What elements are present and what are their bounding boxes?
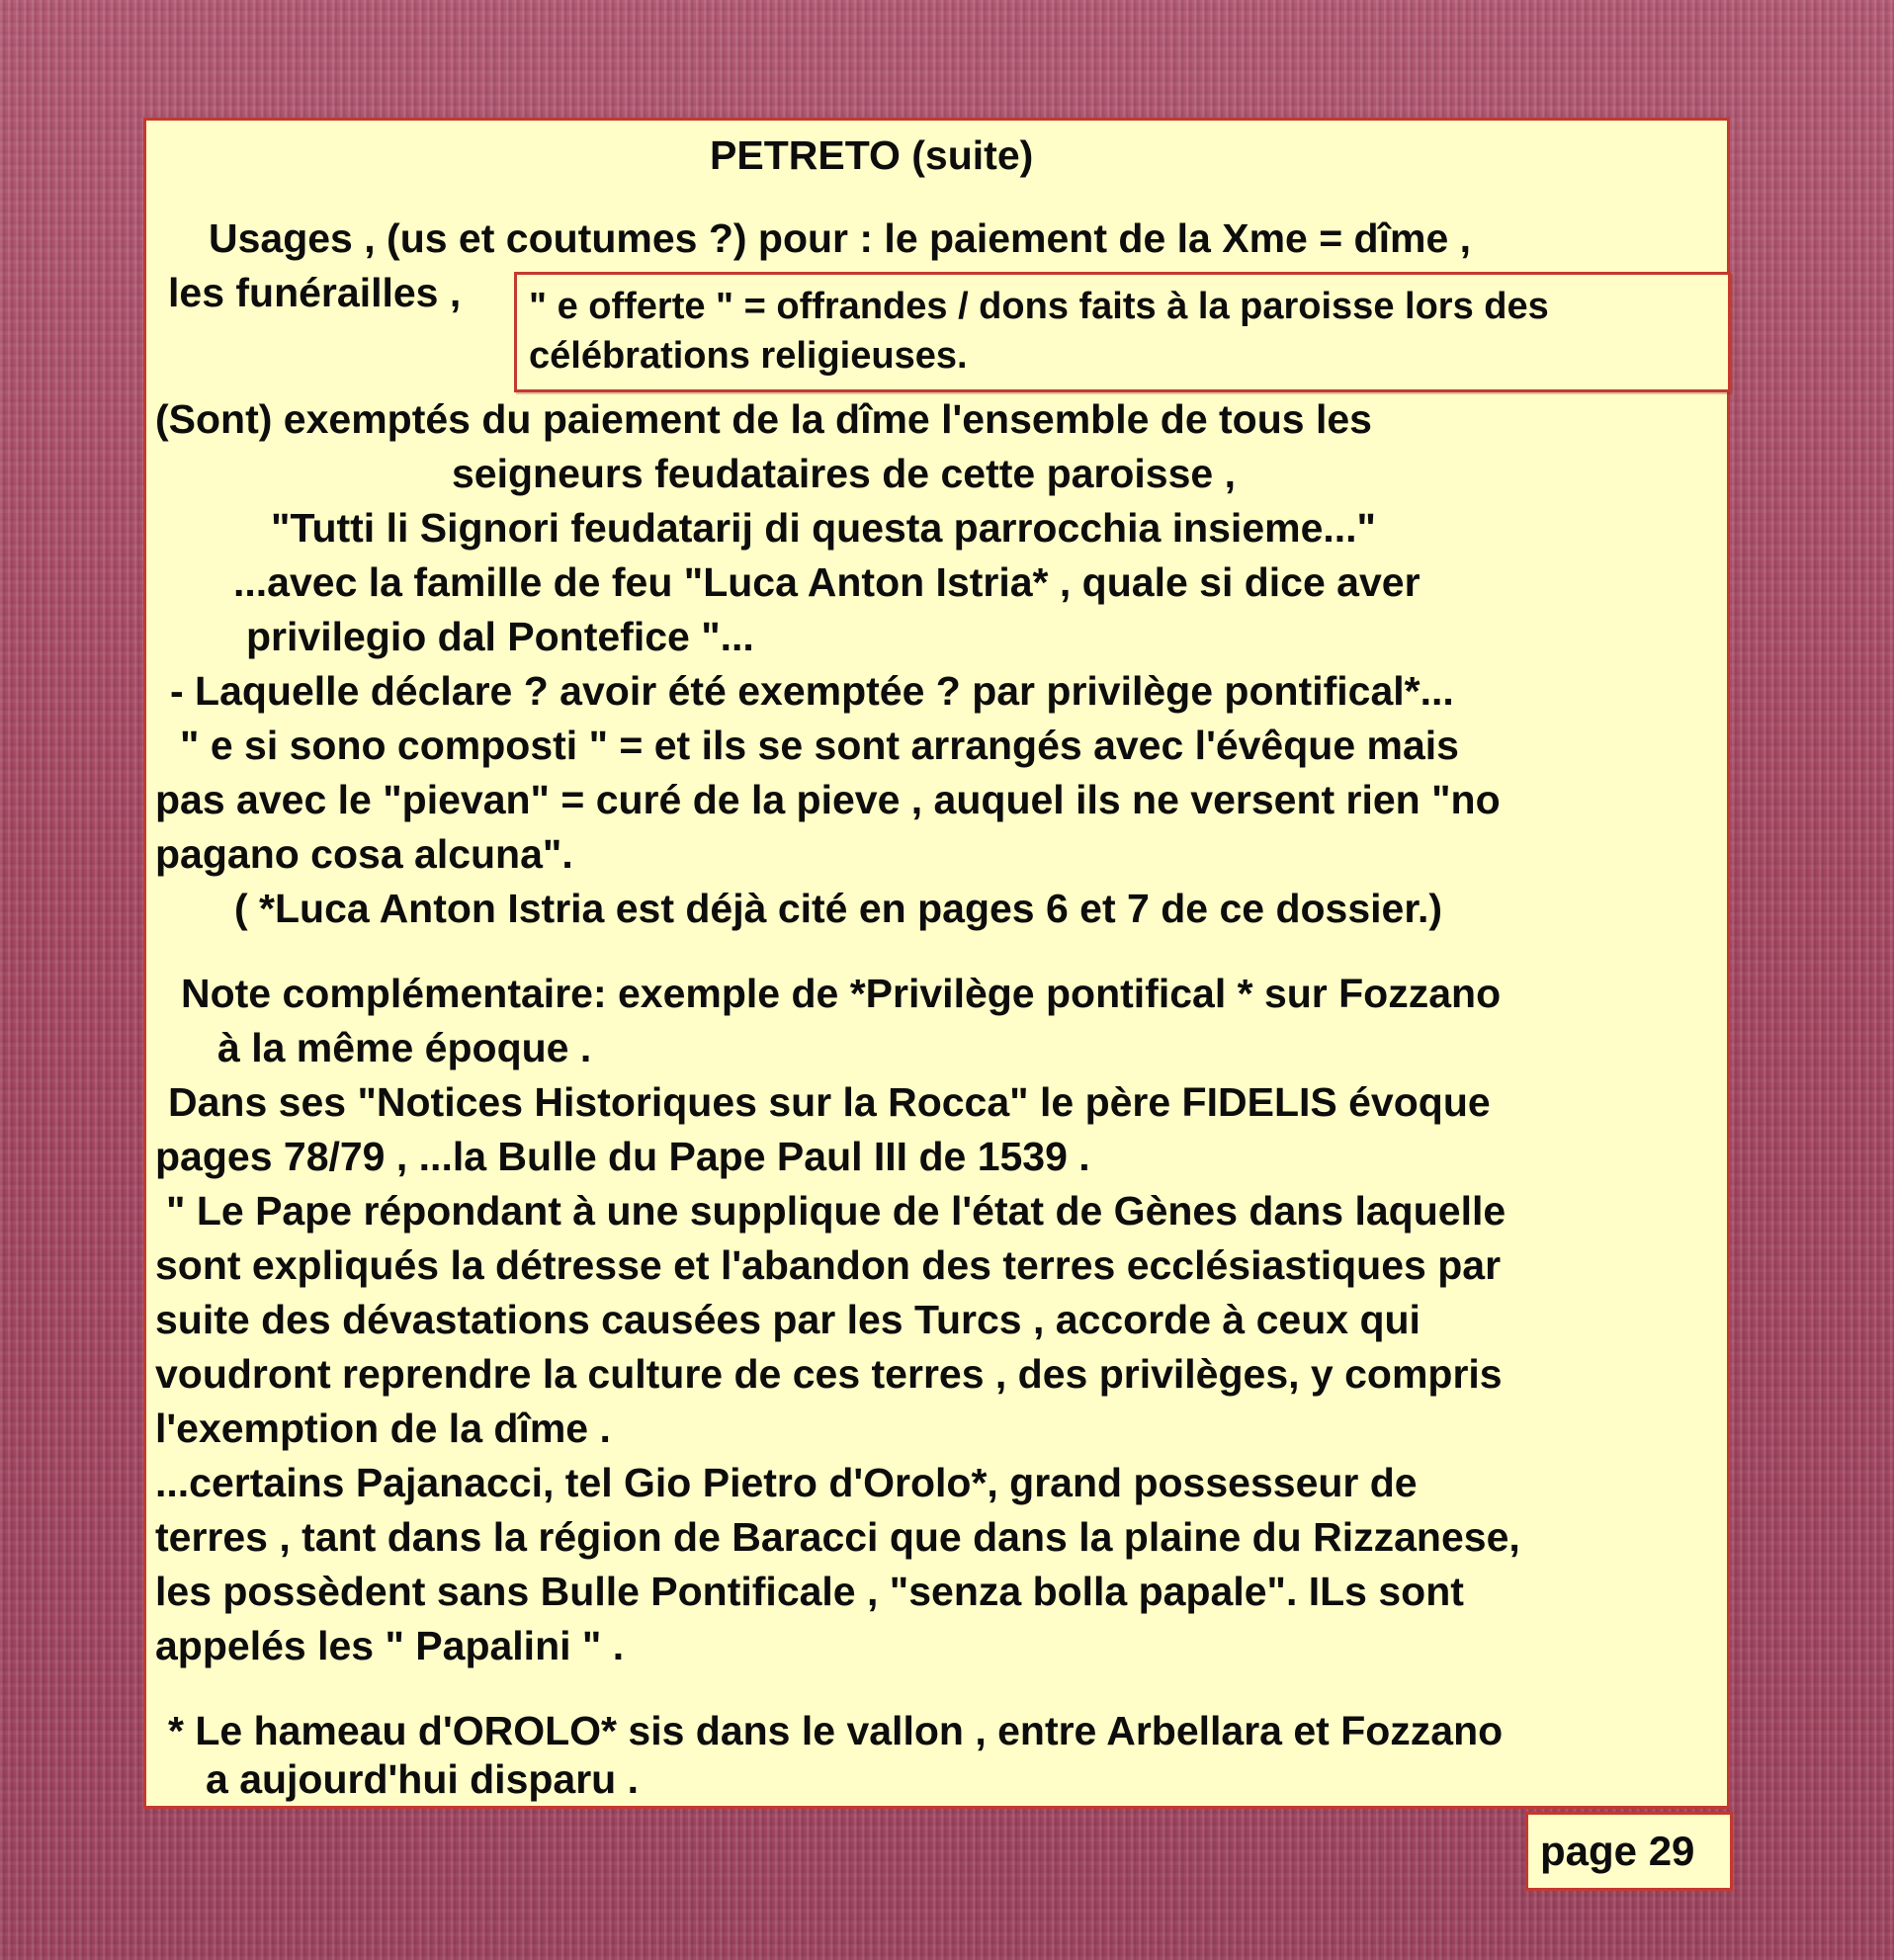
text-line: l'exemption de la dîme . bbox=[155, 1406, 611, 1451]
text-line: Note complémentaire: exemple de *Privilège pontifical * sur Fozzano bbox=[181, 971, 1502, 1016]
callout-box bbox=[514, 272, 1731, 392]
text-line: "Tutti li Signori feudatarij di questa parrocchia insieme..." bbox=[271, 505, 1376, 551]
text-line: " Le Pape répondant à une supplique de l'état de Gènes dans laquelle bbox=[166, 1188, 1507, 1234]
text-line: Dans ses "Notices Historiques sur la Rocca" le père FIDELIS évoque bbox=[168, 1079, 1491, 1125]
text-line: seigneurs feudataires de cette paroisse , bbox=[452, 451, 1236, 496]
text-line: privilegio dal Pontefice "... bbox=[246, 614, 754, 659]
text-line: voudront reprendre la culture de ces terres , des privilèges, y compris bbox=[155, 1351, 1503, 1397]
text-line: pagano cosa alcuna". bbox=[155, 831, 573, 877]
text-line: ...certains Pajanacci, tel Gio Pietro d'Orolo*, grand possesseur de bbox=[155, 1460, 1418, 1505]
text-line: appelés les " Papalini " . bbox=[155, 1623, 625, 1668]
text-line: (Sont) exemptés du paiement de la dîme l'ensemble de tous les bbox=[155, 396, 1372, 442]
text-line: pages 78/79 , ...la Bulle du Pape Paul III de 1539 . bbox=[155, 1134, 1090, 1179]
page-number: page 29 bbox=[1540, 1828, 1695, 1874]
text-line: ...avec la famille de feu "Luca Anton Istria* , quale si dice aver bbox=[233, 559, 1420, 605]
callout-line: célébrations religieuses. bbox=[529, 335, 968, 377]
text-line: - Laquelle déclare ? avoir été exemptée ? par privilège pontifical*... bbox=[170, 668, 1454, 714]
page-number-box bbox=[1525, 1812, 1733, 1891]
text-line: à la même époque . bbox=[217, 1025, 592, 1070]
text-line: les funérailles , bbox=[168, 270, 462, 315]
text-line: suite des dévastations causées par les Turcs , accorde à ceux qui bbox=[155, 1297, 1420, 1342]
text-line: sont expliqués la détresse et l'abandon des terres ecclésiastiques par bbox=[155, 1242, 1502, 1288]
footnote-line: a aujourd'hui disparu . bbox=[206, 1756, 640, 1802]
text-line: pas avec le "pievan" = curé de la pieve , auquel ils ne versent rien "no bbox=[155, 777, 1501, 822]
text-line: ( *Luca Anton Istria est déjà cité en pages 6 et 7 de ce dossier.) bbox=[234, 886, 1443, 931]
text-line: terres , tant dans la région de Baracci que dans la plaine du Rizzanese, bbox=[155, 1514, 1520, 1560]
text-line: les possèdent sans Bulle Pontificale , "senza bolla papale". ILs sont bbox=[155, 1569, 1464, 1614]
text-line: " e si sono composti " = et ils se sont arrangés avec l'évêque mais bbox=[180, 723, 1459, 768]
document-title: PETRETO (suite) bbox=[710, 132, 1034, 178]
footnote-line: * Le hameau d'OROLO* sis dans le vallon , entre Arbellara et Fozzano bbox=[168, 1708, 1504, 1753]
callout-line: " e offerte " = offrandes / dons faits à la paroisse lors des bbox=[529, 286, 1549, 327]
text-line: Usages , (us et coutumes ?) pour : le paiement de la Xme = dîme , bbox=[209, 215, 1472, 261]
